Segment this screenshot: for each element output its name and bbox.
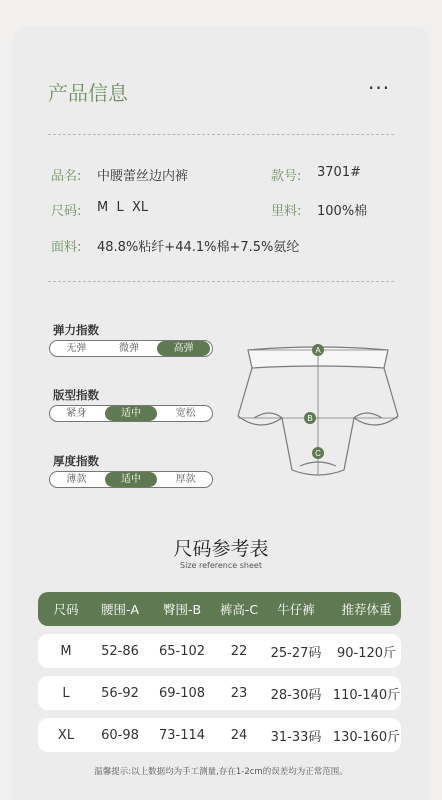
garment-measurement-diagram <box>230 338 405 483</box>
measurement-note: 温馨提示:以上数据均为手工测量,存在1-2cm的误差均为正常范围。 <box>94 767 348 777</box>
marker-a-label: A <box>315 346 321 355</box>
thickness-scale <box>49 471 213 488</box>
thickness-title: 厚度指数 <box>53 454 99 468</box>
name-label: 品名: <box>51 169 82 184</box>
table-cell: 52-86 <box>101 643 139 659</box>
marker-c-label: C <box>315 449 321 458</box>
table-cell: 56-92 <box>101 685 139 701</box>
header-cell: 裤高-C <box>219 602 259 617</box>
more-icon[interactable]: ··· <box>368 76 391 100</box>
table-cell: 60-98 <box>101 727 139 743</box>
header-cell: 臀围-B <box>162 602 202 617</box>
elasticity-option: 无弹 <box>66 343 87 354</box>
thickness-option: 薄款 <box>66 474 87 485</box>
size-chart-title: 尺码参考表 <box>173 538 269 560</box>
size-chart-subtitle: Size reference sheet <box>180 561 262 570</box>
table-row <box>38 676 401 710</box>
table-cell: 110-140斤 <box>332 687 401 703</box>
header-cell: 尺码 <box>53 602 79 617</box>
fit-scale <box>49 405 213 422</box>
table-cell: 23 <box>230 685 248 701</box>
table-cell: 65-102 <box>158 643 206 659</box>
table-cell: 31-33码 <box>270 729 322 745</box>
divider <box>48 134 394 135</box>
fit-option: 紧身 <box>66 408 87 419</box>
size-table-header <box>38 592 401 626</box>
fabric-value: 48.8%粘纤+44.1%棉+7.5%氨纶 <box>97 240 300 255</box>
fabric-label: 面料: <box>51 240 82 255</box>
thickness-option: 厚款 <box>175 474 196 485</box>
elasticity-option-selected: 高弹 <box>157 341 210 356</box>
lining-label: 里料: <box>271 204 302 219</box>
header-cell: 腰围-A <box>100 602 140 617</box>
lining-value: 100%棉 <box>317 204 368 219</box>
size-value: M L XL <box>97 200 149 215</box>
sku-value: 3701# <box>317 165 361 180</box>
fit-option-selected: 适中 <box>105 406 158 421</box>
section-title: 产品信息 <box>48 81 128 105</box>
elasticity-title: 弹力指数 <box>53 323 99 337</box>
divider <box>48 281 394 282</box>
table-cell: 22 <box>230 643 248 659</box>
fit-option: 宽松 <box>175 408 196 419</box>
marker-b-label: B <box>307 414 313 423</box>
elasticity-option: 微弹 <box>119 343 139 354</box>
thickness-option-selected: 适中 <box>105 472 158 487</box>
elasticity-scale <box>49 340 213 357</box>
header-cell: 牛仔裤 <box>277 602 315 617</box>
sku-label: 款号: <box>271 169 302 184</box>
table-cell: L <box>62 685 70 701</box>
table-cell: 24 <box>230 727 248 743</box>
table-cell: M <box>60 643 72 659</box>
table-row <box>38 634 401 668</box>
table-cell: 28-30码 <box>270 687 322 703</box>
table-cell: 73-114 <box>158 727 206 743</box>
table-cell: 130-160斤 <box>332 729 401 745</box>
name-value: 中腰蕾丝边内裤 <box>97 169 189 184</box>
table-row <box>38 718 401 752</box>
header-cell: 推荐体重 <box>341 602 392 617</box>
table-cell: 69-108 <box>158 685 206 701</box>
fit-title: 版型指数 <box>53 388 99 402</box>
table-cell: 25-27码 <box>270 645 322 661</box>
table-cell: XL <box>57 727 75 743</box>
table-cell: 90-120斤 <box>336 645 397 661</box>
size-label: 尺码: <box>51 204 82 219</box>
